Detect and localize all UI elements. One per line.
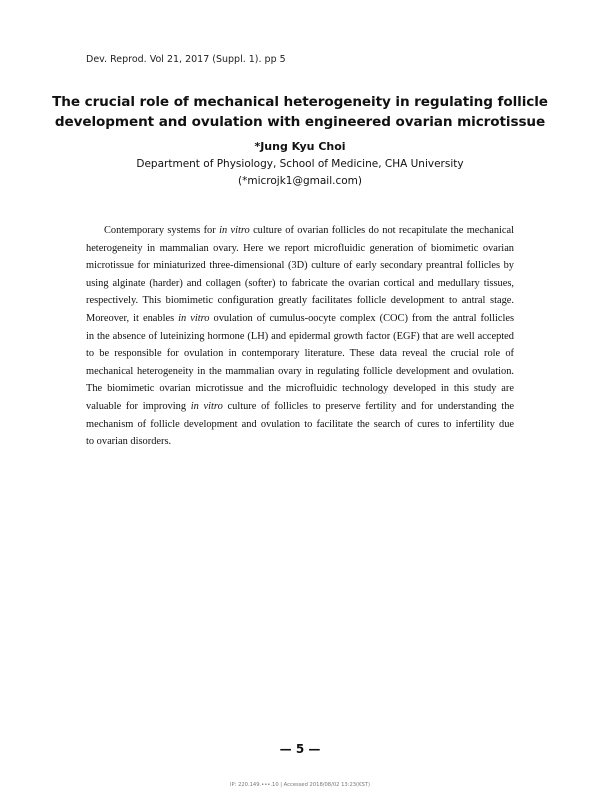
abstract-italic-term: in vitro (219, 225, 250, 236)
author-email: (*microjk1@gmail.com) (238, 175, 362, 187)
abstract-line (86, 328, 514, 346)
affiliation-text: Department of Physiology, School of Medicine, CHA University (136, 158, 464, 170)
abstract-text: ovulation of cumulus-oocyte complex (COC) from the antral follicles (209, 312, 514, 324)
abstract-line (86, 345, 514, 363)
abstract-line (86, 310, 514, 328)
abstract-text: Moreover, it enables (86, 312, 179, 324)
abstract-text: to be responsible for ovulation in contemporary literature. These data reveal the crucial role of (86, 348, 514, 360)
abstract-text: culture of follicles to preserve fertility and for understanding the (222, 400, 515, 412)
journal-reference: Dev. Reprod. Vol 21, 2017 (Suppl. 1). pp 5 (86, 54, 286, 65)
abstract-line (86, 275, 514, 293)
abstract-line (86, 433, 514, 451)
abstract-text: in the absence of luteinizing hormone (LH) and epidermal growth factor (EGF) that are well accepted (86, 330, 514, 342)
abstract-text: respectively. This biomimetic configuration greatly facilitates follicle development to antral stage. (86, 295, 514, 307)
abstract-text: valuable for improving (86, 400, 191, 412)
abstract-line (86, 380, 514, 398)
abstract-italic-term: in vitro (190, 400, 223, 412)
abstract-text: microtissue for miniaturized three-dimensional (3D) culture of early secondary preantral follicles by (86, 260, 514, 272)
title-line-1: The crucial role of mechanical heterogeneity in regulating follicle (52, 94, 548, 110)
abstract-italic-term: in vitro (178, 312, 210, 324)
abstract-text: mechanism of follicle development and ovulation to facilitate the search of cures to infertility due (86, 418, 514, 430)
abstract-text: mechanical heterogeneity in the mammalian ovary in regulating follicle development and ovulation. (86, 365, 514, 377)
abstract-line (86, 240, 514, 258)
abstract-text: Contemporary systems for (104, 225, 220, 236)
page-number: — 5 — (279, 742, 321, 756)
abstract-body (86, 222, 514, 451)
abstract-line (86, 257, 514, 275)
abstract-line (86, 398, 514, 416)
abstract-text: The biomimetic ovarian microtissue and the microfluidic technology developed in this study are (86, 383, 514, 395)
abstract-text: to ovarian disorders. (86, 436, 172, 448)
affiliation-block (40, 156, 560, 190)
paper-title (40, 92, 560, 132)
access-footer: IP: 220.149.•••.10 | Accessed 2018/08/02 13:23(KST) (230, 782, 370, 788)
abstract-line (86, 292, 514, 310)
abstract-text: using alginate (harder) and collagen (softer) to fabricate the ovarian cortical and medullary tissues, (86, 277, 514, 289)
abstract-line (86, 222, 514, 240)
abstract-text: heterogeneity in mammalian ovary. Here we report microfluidic generation of biomimetic ovarian (86, 242, 514, 254)
author-name: *Jung Kyu Choi (254, 140, 346, 153)
abstract-line (86, 363, 514, 381)
abstract-line (86, 416, 514, 434)
title-line-2: development and ovulation with engineered ovarian microtissue (54, 114, 546, 130)
abstract-text: culture of ovarian follicles do not recapitulate the mechanical (249, 225, 515, 236)
